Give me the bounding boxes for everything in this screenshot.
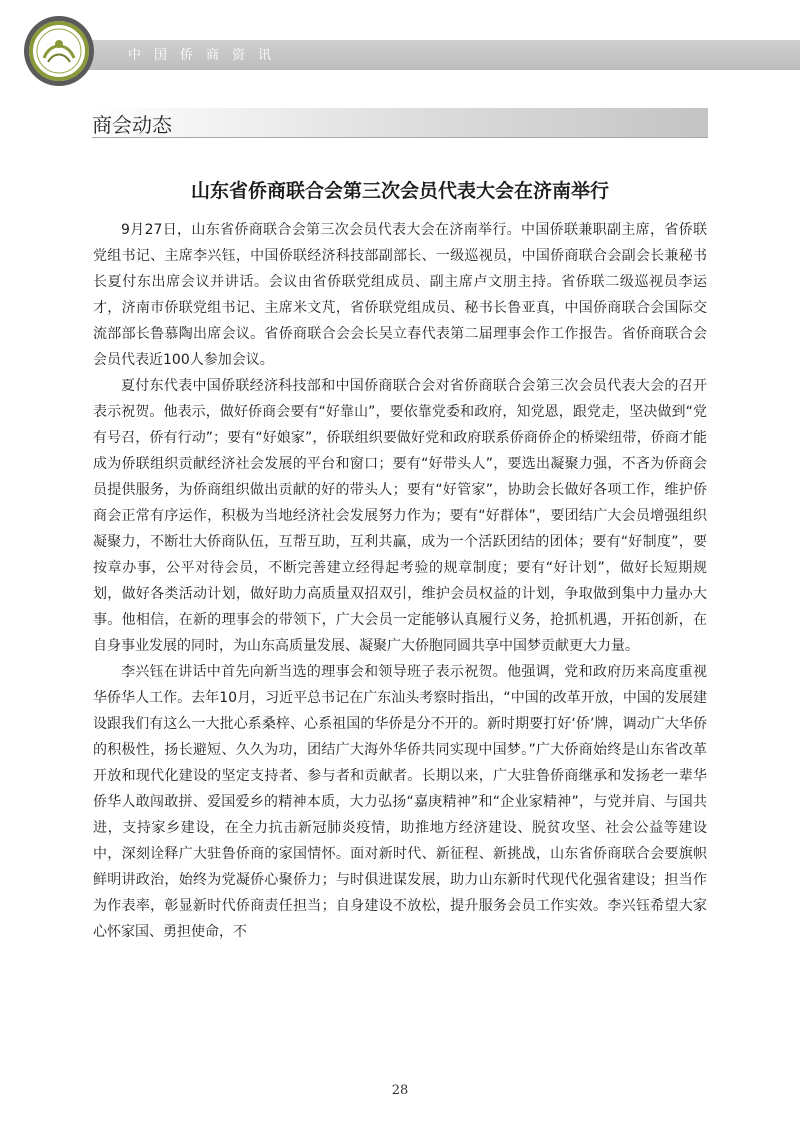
section-title: 商会动态 [92, 113, 172, 137]
section-bar [92, 108, 708, 138]
page-number: 28 [391, 1083, 409, 1098]
paragraph: 夏付东代表中国侨联经济科技部和中国侨商联合会对省侨商联合会第三次会员代表大会的召开表示祝贺。他表示，做好侨商会要有“好靠山”，要依靠党委和政府，知党恩，跟党走，坚决做到“党有号召，侨有行动”；要有“好娘家”，侨联组织要做好党和政府联系侨商侨企的桥梁纽带，侨商才能成为侨联组织贡献经济社会发展的平台和窗口；要有“好带头人”，要选出凝聚力强，不吝为侨商会员提供服务，为侨商组织做出贡献的好的带头人；要有“好管家”，协助会长做好各项工作，维护侨商会正常有序运作，积极为当地经济社会发展努力作为；要有“好群体”，要团结广大会员增强组织凝聚力，不断壮大侨商队伍，互帮互助，互利共赢，成为一个活跃团结的团体；要有“好制度”，要按章办事，公平对待会员，不断完善建立经得起考验的规章制度；要有“好计划”，做好长短期规划，做好各类活动计划，做好助力高质量双招双引，维护会员权益的计划，争取做到集中力量办大事。他相信，在新的理事会的带领下，广大会员一定能够认真履行义务，抢抓机遇，开拓创新，在自身事业发展的同时，为山东高质量发展、凝聚广大侨胞同圆共享中国梦贡献更大力量。 [93, 378, 707, 654]
publication-title: 中国侨商资讯 [128, 48, 285, 63]
article-title: 山东省侨商联合会第三次会员代表大会在济南举行 [190, 180, 609, 202]
federation-logo [22, 14, 96, 88]
section-divider [92, 137, 708, 138]
paragraph: 李兴钰在讲话中首先向新当选的理事会和领导班子表示祝贺。他强调，党和政府历来高度重视华侨华人工作。去年10月，习近平总书记在广东汕头考察时指出，“中国的改革开放，中国的发展建设跟我们有这么一大批心系桑梓、心系祖国的华侨是分不开的。新时期要打好‘侨’牌，调动广大华侨的积极性，扬长避短、久久为功，团结广大海外华侨共同实现中国梦。”广大侨商始终是山东省改革开放和现代化建设的坚定支持者、参与者和贡献者。长期以来，广大驻鲁侨商继承和发扬老一辈华侨华人敢闯敢拼、爱国爱乡的精神本质，大力弘扬“嘉庚精神”和“企业家精神”，与党并肩、与国共进，支持家乡建设，在全力抗击新冠肺炎疫情，助推地方经济建设、脱贫攻坚、社会公益等建设中，深刻诠释广大驻鲁侨商的家国情怀。面对新时代、新征程、新挑战，山东省侨商联合会要旗帜鲜明讲政治，始终为党凝侨心聚侨力；与时俱进谋发展，助力山东新时代现代化强省建设；担当作为作表率，彰显新时代侨商责任担当；自身建设不放松，提升服务会员工作实效。李兴钰希望大家心怀家国、勇担使命，不 [93, 664, 707, 940]
paragraph: 9月27日，山东省侨商联合会第三次会员代表大会在济南举行。中国侨联兼职副主席，省侨联党组书记、主席李兴钰，中国侨联经济科技部副部长、一级巡视员，中国侨商联合会副会长兼秘书长夏付东出席会议并讲话。会议由省侨联党组成员、副主席卢文朋主持。省侨联二级巡视员李运才，济南市侨联党组书记、主席米文芃，省侨联党组成员、秘书长鲁亚真，中国侨商联合会国际交流部部长鲁慕陶出席会议。省侨商联合会会长吴立春代表第二届理事会作工作报告。省侨商联合会会员代表近100人参加会议。 [93, 222, 707, 368]
article-body [93, 217, 707, 945]
